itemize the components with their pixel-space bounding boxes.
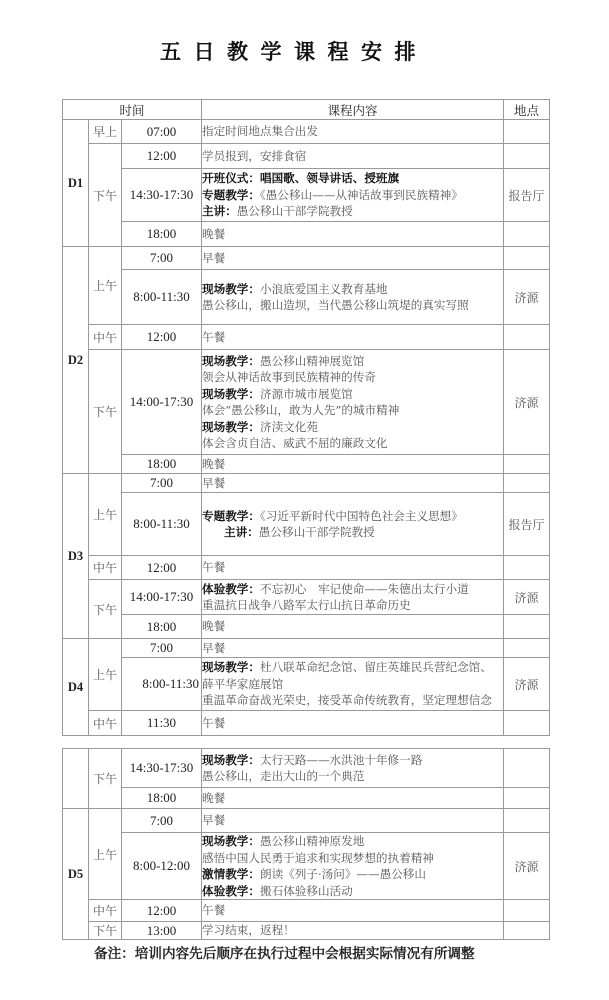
time-cell: 12:00 (122, 556, 202, 580)
location-cell: 济源 (504, 350, 550, 455)
day-label: D5 (63, 809, 89, 940)
header-location: 地点 (504, 100, 550, 120)
period-label: 下午 (89, 749, 122, 809)
content-cell (202, 455, 504, 474)
location-cell (504, 900, 550, 922)
location-cell: 济源 (504, 580, 550, 615)
time-cell: 18:00 (122, 222, 202, 247)
time-cell: 14:00-17:30 (122, 350, 202, 455)
content-line (202, 148, 503, 165)
period-label: 中午 (89, 711, 122, 736)
table-header-row (63, 100, 550, 120)
content-label: 现场教学： (202, 752, 260, 767)
content-line (202, 640, 503, 657)
content-text: 重温抗日战争八路军太行山抗日革命历史 (202, 598, 411, 612)
time-cell: 18:00 (122, 788, 202, 809)
content-text: 搬石体验移山活动 (259, 883, 353, 898)
table-row (63, 833, 550, 900)
period-label: 下午 (89, 144, 122, 247)
day-label: D2 (63, 247, 89, 474)
content-line (202, 833, 503, 850)
period-label: 中午 (89, 900, 122, 922)
content-cell (202, 222, 504, 247)
content-line (202, 752, 503, 769)
content-label: 体验教学： (202, 581, 260, 596)
content-line (202, 419, 503, 436)
content-line (202, 659, 503, 676)
content-label: 专题教学： (202, 508, 260, 523)
period-label: 上午 (89, 809, 122, 900)
location-cell (504, 120, 550, 144)
location-cell (504, 922, 550, 940)
footnote: 备注：培训内容先后顺序在执行过程中会根据实际情况有所调整 (94, 946, 475, 962)
period-label: 上午 (89, 639, 122, 711)
content-text: 朗读《列子·汤问》——愚公移山 (259, 867, 426, 881)
day-label-continued (63, 749, 89, 809)
table-row (63, 474, 550, 493)
time-cell: 18:00 (122, 615, 202, 639)
location-cell (504, 455, 550, 474)
time-cell: 8:00-11:30 (122, 658, 202, 711)
content-text: 午餐 (202, 715, 226, 730)
location-cell (504, 749, 550, 788)
content-cell (202, 580, 504, 615)
content-label: 现场教学： (202, 281, 260, 296)
table-row (63, 749, 550, 788)
content-label: 体验教学： (202, 883, 260, 898)
content-line (202, 883, 503, 900)
period-label: 下午 (89, 922, 122, 940)
time-cell: 14:30-17:30 (122, 749, 202, 788)
content-line (202, 692, 503, 709)
content-line (202, 902, 503, 919)
location-cell (504, 615, 550, 639)
location-cell (504, 144, 550, 169)
content-line (202, 581, 503, 598)
content-cell (202, 493, 504, 556)
content-cell (202, 900, 504, 922)
time-cell: 11:30 (122, 711, 202, 736)
content-label: 主讲： (202, 204, 237, 219)
content-text: 早餐 (202, 640, 226, 655)
location-cell: 济源 (504, 833, 550, 900)
time-cell: 8:00-12:00 (122, 833, 202, 900)
content-line (202, 768, 503, 785)
table-row (63, 615, 550, 639)
table-row (63, 455, 550, 474)
content-text: 太行天路——水洪池十年修一路 (259, 752, 423, 767)
content-line (202, 402, 503, 419)
location-cell (504, 325, 550, 350)
content-cell (202, 833, 504, 900)
content-text: 杜八联革命纪念馆、留庄英雄民兵营纪念馆、 (259, 660, 492, 675)
table-row (63, 711, 550, 736)
content-cell (202, 169, 504, 222)
time-cell: 12:00 (122, 325, 202, 350)
time-cell: 8:00-11:30 (122, 270, 202, 325)
location-cell: 济源 (504, 270, 550, 325)
content-cell (202, 711, 504, 736)
table-row (63, 900, 550, 922)
content-line (202, 187, 503, 204)
content-cell (202, 247, 504, 270)
content-text: 体会“愚公移山，敢为人先”的城市精神 (202, 403, 400, 417)
time-cell: 18:00 (122, 455, 202, 474)
schedule-table-part-2 (62, 748, 550, 940)
content-line (202, 203, 503, 220)
content-line (202, 559, 503, 576)
content-label: 专题教学： (202, 187, 260, 202)
content-text: 午餐 (202, 903, 226, 918)
content-text: 愚公移山干部学院教授 (236, 204, 353, 219)
table-row (63, 222, 550, 247)
location-cell (504, 809, 550, 833)
location-cell (504, 639, 550, 658)
content-text: 重温革命奋战光荣史，接受革命传统教育，坚定理想信念 (202, 693, 492, 708)
content-text: 午餐 (202, 329, 226, 344)
content-text: 晚餐 (202, 456, 226, 471)
content-text: 《愚公移山——从神话故事到民族精神》 (259, 187, 463, 202)
location-cell (504, 222, 550, 247)
content-line (202, 524, 503, 541)
period-label: 中午 (89, 556, 122, 580)
content-line (202, 281, 503, 298)
location-cell: 报告厅 (504, 169, 550, 222)
time-cell: 12:00 (122, 900, 202, 922)
location-cell (504, 474, 550, 493)
content-cell (202, 639, 504, 658)
content-line (202, 812, 503, 829)
content-text: 《习近平新时代中国特色社会主义思想》 (259, 508, 463, 523)
content-line (202, 475, 503, 492)
day-label: D4 (63, 639, 89, 736)
content-cell (202, 325, 504, 350)
content-line (202, 297, 503, 314)
table-row (63, 350, 550, 455)
content-text: 小浪底爱国主义教育基地 (259, 281, 388, 296)
content-text: 晚餐 (202, 226, 226, 241)
content-line (202, 922, 503, 939)
table-row (63, 325, 550, 350)
content-text: 领会从神话故事到民族精神的传奇 (202, 370, 376, 384)
content-text: 晚餐 (202, 619, 226, 634)
content-line (202, 353, 503, 370)
content-line (202, 226, 503, 243)
content-text: 早餐 (202, 250, 226, 265)
time-cell: 14:30-17:30 (122, 169, 202, 222)
content-line (202, 123, 503, 140)
content-text: 不忘初心 牢记使命——朱德出太行小道 (259, 581, 469, 596)
content-cell (202, 556, 504, 580)
page-title: 五日教学课程安排 (160, 40, 428, 64)
period-label: 上午 (89, 247, 122, 325)
content-label: 开班仪式：唱国歌、领导讲话、授班旗 (202, 171, 400, 186)
content-text: 感悟中国人民勇于追求和实现梦想的执着精神 (202, 850, 434, 865)
content-label: 现场教学： (202, 386, 260, 401)
content-line (202, 866, 503, 883)
table-row (63, 270, 550, 325)
period-label: 下午 (89, 350, 122, 474)
content-label: 现场教学： (202, 660, 260, 675)
table-row (63, 493, 550, 556)
time-cell: 13:00 (122, 922, 202, 940)
table-row (63, 922, 550, 940)
content-cell (202, 270, 504, 325)
content-text: 早餐 (202, 475, 226, 490)
content-line (202, 386, 503, 403)
content-cell (202, 350, 504, 455)
content-text: 济源市城市展览馆 (259, 386, 353, 401)
content-cell (202, 474, 504, 493)
day-label: D1 (63, 120, 89, 247)
content-text: 愚公移山干部学院教授 (258, 525, 375, 539)
table-row (63, 639, 550, 658)
content-line (202, 850, 503, 867)
period-label: 下午 (89, 580, 122, 639)
content-label: 主讲： (224, 525, 259, 539)
content-line (202, 369, 503, 386)
content-cell (202, 144, 504, 169)
content-line (202, 170, 503, 187)
location-cell (504, 556, 550, 580)
content-cell (202, 809, 504, 833)
content-text: 晚餐 (202, 790, 226, 805)
content-text: 体会含贞自洁、威武不屈的廉政文化 (202, 436, 388, 450)
header-content: 课程内容 (202, 100, 504, 120)
table-row (63, 788, 550, 809)
content-line (202, 508, 503, 525)
content-line (202, 618, 503, 635)
content-text: 指定时间地点集合出发 (202, 124, 318, 139)
location-cell (504, 247, 550, 270)
time-cell: 7:00 (122, 247, 202, 270)
table-row (63, 580, 550, 615)
header-time: 时间 (63, 100, 202, 120)
table-row (63, 169, 550, 222)
content-label: 现场教学： (202, 353, 260, 368)
time-cell: 07:00 (122, 120, 202, 144)
table-row (63, 556, 550, 580)
table-row (63, 658, 550, 711)
content-line (202, 715, 503, 732)
time-cell: 7:00 (122, 474, 202, 493)
content-line (202, 250, 503, 267)
time-cell: 8:00-11:30 (122, 493, 202, 556)
content-cell (202, 749, 504, 788)
location-cell (504, 711, 550, 736)
location-cell: 济源 (504, 658, 550, 711)
table-row (63, 120, 550, 144)
content-text: 早餐 (202, 813, 226, 828)
content-label: 激情教学： (202, 867, 260, 881)
content-line (202, 597, 503, 614)
content-text: 愚公移山，搬山造坝，当代愚公移山筑堤的真实写照 (202, 298, 469, 312)
time-cell: 12:00 (122, 144, 202, 169)
content-label: 现场教学： (202, 834, 260, 848)
period-label: 早上 (89, 120, 122, 144)
content-text: 学员报到，安排食宿 (202, 148, 307, 163)
content-line (202, 790, 503, 807)
location-cell (504, 788, 550, 809)
content-text: 学习结束，返程！ (202, 923, 295, 938)
content-text: 愚公移山精神展览馆 (259, 353, 365, 368)
content-text: 薛平华家庭展馆 (202, 676, 284, 691)
content-line (202, 676, 503, 693)
content-cell (202, 922, 504, 940)
content-text: 愚公移山精神原发地 (259, 834, 365, 848)
table-row (63, 247, 550, 270)
content-line (202, 456, 503, 473)
time-cell: 7:00 (122, 639, 202, 658)
content-cell (202, 788, 504, 809)
table-row (63, 144, 550, 169)
time-cell: 14:00-17:30 (122, 580, 202, 615)
content-line (202, 329, 503, 346)
period-label: 上午 (89, 474, 122, 556)
location-cell: 报告厅 (504, 493, 550, 556)
time-cell: 7:00 (122, 809, 202, 833)
content-cell (202, 658, 504, 711)
day-label: D3 (63, 474, 89, 639)
content-text: 愚公移山，走出大山的一个典范 (202, 769, 365, 783)
schedule-table-part-1 (62, 99, 550, 736)
content-text: 济渎文化苑 (259, 419, 318, 434)
content-cell (202, 120, 504, 144)
table-row (63, 809, 550, 833)
content-line (202, 435, 503, 452)
content-label: 现场教学： (202, 419, 260, 434)
period-label: 中午 (89, 325, 122, 350)
content-text: 午餐 (202, 560, 226, 575)
content-cell (202, 615, 504, 639)
